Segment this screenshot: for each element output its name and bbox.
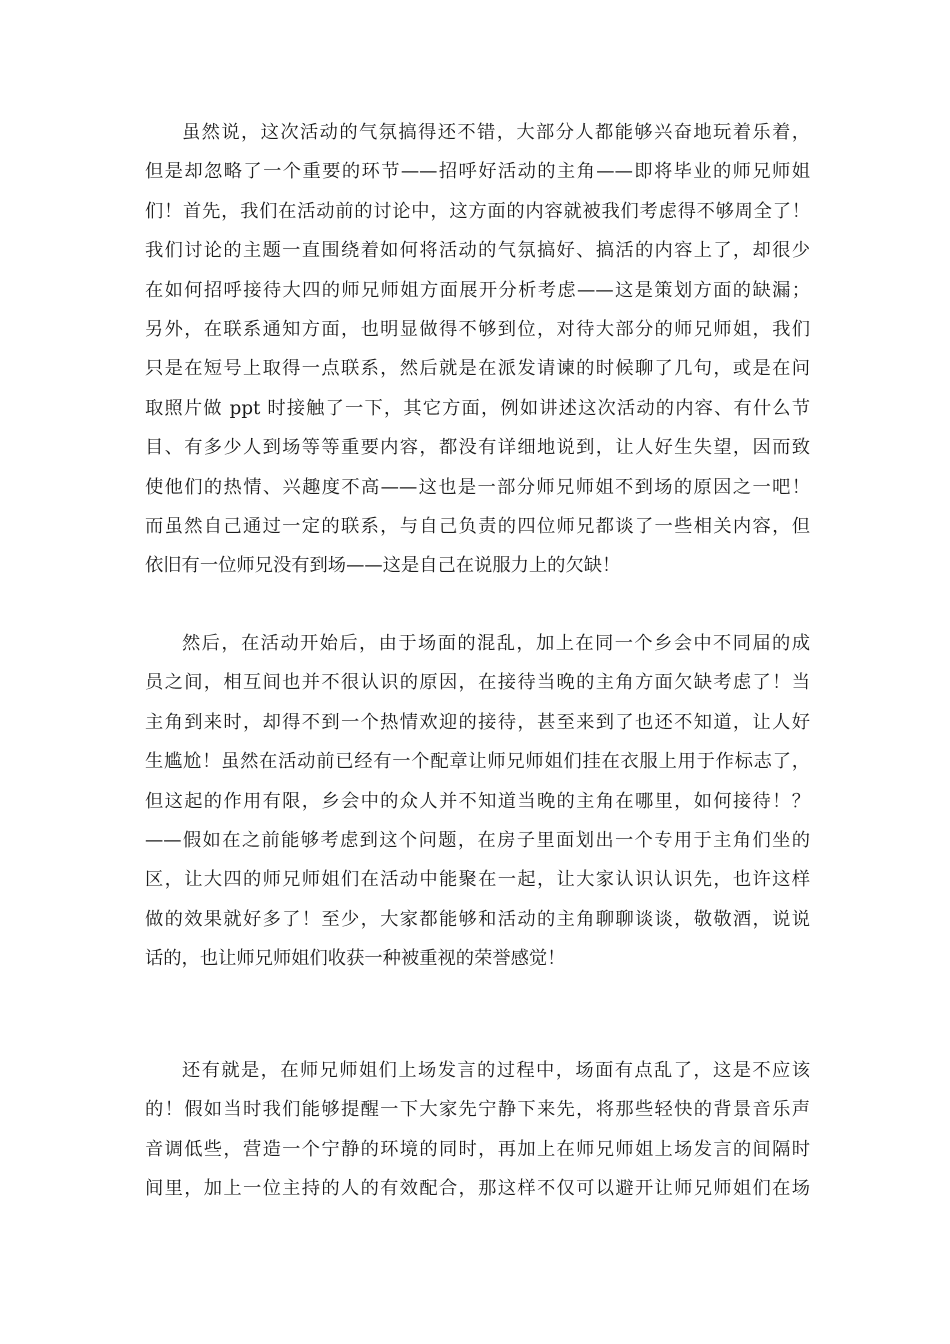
text-line: 另外，在联系通知方面，也明显做得不够到位，对待大部分的师兄师姐，我们 bbox=[145, 318, 810, 340]
text-line: 间里，加上一位主持的人的有效配合，那这样不仅可以避开让师兄师姐们在场 bbox=[145, 1178, 810, 1200]
text-line: 取照片做 ppt 时接触了一下，其它方面，例如讲述这次活动的内容、有什么节 bbox=[145, 397, 810, 419]
text-line: 然后，在活动开始后，由于场面的混乱，加上在同一个乡会中不同届的成 bbox=[182, 633, 810, 654]
text-line: 但这起的作用有限，乡会中的众人并不知道当晚的主角在哪里，如何接待！？ bbox=[145, 790, 810, 812]
text-line: 目、有多少人到场等等重要内容，都没有详细地说到，让人好生失望，因而致 bbox=[145, 437, 810, 459]
text-line: 但是却忽略了一个重要的环节——招呼好活动的主角——即将毕业的师兄师姐 bbox=[145, 161, 810, 183]
text-line: 只是在短号上取得一点联系，然后就是在派发请谏的时候聊了几句，或是在问 bbox=[145, 358, 810, 380]
paragraph-2 bbox=[145, 624, 810, 979]
text-line: 我们讨论的主题一直围绕着如何将活动的气氛搞好、搞活的内容上了，却很少 bbox=[145, 240, 810, 262]
text-line: 生尴尬！虽然在活动前已经有一个配章让师兄师姐们挂在衣服上用于作标志了， bbox=[145, 751, 810, 773]
text-line: ——假如在之前能够考虑到这个问题，在房子里面划出一个专用于主角们坐的 bbox=[145, 829, 810, 851]
text-line: 们！首先，我们在活动前的讨论中，这方面的内容就被我们考虑得不够周全了！ bbox=[145, 200, 810, 222]
text-line: 使他们的热情、兴趣度不高——这也是一部分师兄师姐不到场的原因之一吧！ bbox=[145, 476, 810, 498]
text-line: 在如何招呼接待大四的师兄师姐方面展开分析考虑——这是策划方面的缺漏； bbox=[145, 279, 810, 301]
text-line: 还有就是，在师兄师姐们上场发言的过程中，场面有点乱了，这是不应该 bbox=[182, 1060, 810, 1081]
text-line: 区，让大四的师兄师姐们在活动中能聚在一起，让大家认识认识先，也许这样 bbox=[145, 869, 810, 891]
text-line: 主角到来时，却得不到一个热情欢迎的接待，甚至来到了也还不知道，让人好 bbox=[145, 711, 810, 733]
text-line: 音调低些，营造一个宁静的环境的同时，再加上在师兄师姐上场发言的间隔时 bbox=[145, 1138, 810, 1160]
text-line: 员之间，相互间也并不很认识的原因，在接待当晚的主角方面欠缺考虑了！当 bbox=[145, 672, 810, 694]
text-line: 的！假如当时我们能够提醒一下大家先宁静下来先，将那些轻快的背景音乐声 bbox=[145, 1099, 810, 1121]
paragraph-1 bbox=[145, 113, 810, 586]
paragraph-3 bbox=[145, 1051, 810, 1209]
text-line: 话的，也让师兄师姐们收获一种被重视的荣誉感觉！ bbox=[145, 948, 566, 970]
text-line: 而虽然自己通过一定的联系，与自己负责的四位师兄都谈了一些相关内容，但 bbox=[145, 515, 810, 537]
text-line: 做的效果就好多了！至少，大家都能够和活动的主角聊聊谈谈，敬敬酒，说说 bbox=[145, 908, 810, 930]
text-line: 虽然说，这次活动的气氛搞得还不错，大部分人都能够兴奋地玩着乐着， bbox=[182, 122, 810, 143]
text-line: 依旧有一位师兄没有到场——这是自己在说服力上的欠缺！ bbox=[145, 555, 621, 577]
